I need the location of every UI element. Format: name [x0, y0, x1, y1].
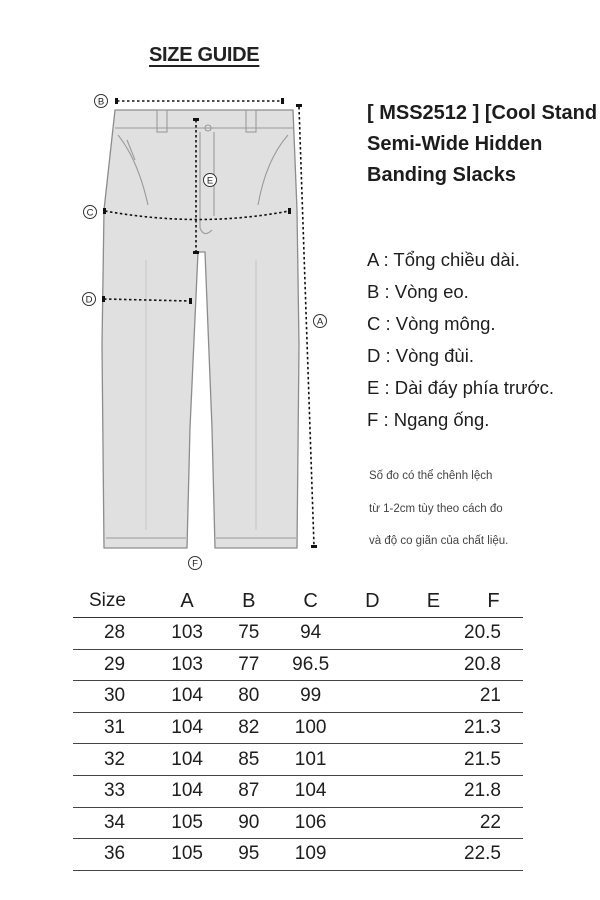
legend-item-c: C : Vòng mông.	[367, 313, 496, 334]
cell-e	[403, 712, 464, 744]
label-b-text: B	[97, 96, 105, 108]
table-row	[73, 618, 523, 650]
cell-c: 100	[279, 712, 341, 744]
cell-f: 20.5	[464, 618, 523, 650]
measurement-legend	[367, 244, 554, 436]
cell-f: 21.8	[464, 775, 523, 807]
cell-e	[403, 744, 464, 776]
cell-c: 106	[279, 807, 341, 839]
cell-f: 22	[464, 807, 523, 839]
cell-size: 36	[73, 839, 156, 871]
page-title: SIZE GUIDE	[149, 44, 260, 66]
header-c: C	[303, 589, 318, 612]
table-row	[73, 775, 523, 807]
label-d-text: D	[85, 294, 93, 306]
product-title-line-3: Banding Slacks	[367, 164, 516, 186]
cell-size: 28	[73, 618, 156, 650]
legend-item-a: A : Tổng chiều dài.	[367, 249, 520, 270]
cell-a: 104	[156, 712, 218, 744]
cell-b: 75	[218, 618, 279, 650]
cell-f: 21	[464, 681, 523, 713]
cell-a: 104	[156, 744, 218, 776]
cell-b: 85	[218, 744, 279, 776]
note-line-1: Số đo có thể chênh lệch	[369, 470, 493, 482]
cell-d	[342, 839, 403, 871]
label-f-text: F	[192, 558, 198, 570]
cell-f: 20.8	[464, 649, 523, 681]
header-d: D	[365, 589, 380, 612]
header-a: A	[180, 589, 194, 612]
cell-size: 29	[73, 649, 156, 681]
legend-item-e: E : Dài đáy phía trước.	[367, 377, 554, 398]
table-row	[73, 712, 523, 744]
cell-a: 103	[156, 649, 218, 681]
cell-f: 21.3	[464, 712, 523, 744]
cell-d	[342, 649, 403, 681]
note-line-2: từ 1-2cm tùy theo cách đo	[369, 502, 503, 515]
cell-b: 90	[218, 807, 279, 839]
measurement-note	[369, 460, 508, 558]
cell-c: 101	[279, 744, 341, 776]
cell-e	[403, 775, 464, 807]
label-c-text: C	[86, 207, 94, 219]
cell-b: 77	[218, 649, 279, 681]
cell-e	[403, 807, 464, 839]
pants-measurement-diagram	[0, 0, 360, 580]
cell-a: 104	[156, 775, 218, 807]
cell-d	[342, 775, 403, 807]
cell-c: 96.5	[279, 649, 341, 681]
cell-f: 21.5	[464, 744, 523, 776]
legend-item-d: D : Vòng đùi.	[367, 345, 474, 366]
cell-a: 105	[156, 839, 218, 871]
cell-c: 109	[279, 839, 341, 871]
cell-b: 80	[218, 681, 279, 713]
header-b: B	[242, 589, 256, 612]
product-title-line-2: Semi-Wide Hidden	[367, 133, 543, 155]
cell-d	[342, 681, 403, 713]
cell-size: 31	[73, 712, 156, 744]
cell-d	[342, 744, 403, 776]
cell-f: 22.5	[464, 839, 523, 871]
table-row	[73, 839, 523, 871]
table-row	[73, 649, 523, 681]
header-size: Size	[89, 590, 126, 611]
label-a-text: A	[316, 316, 324, 328]
table-row	[73, 681, 523, 713]
cell-c: 104	[279, 775, 341, 807]
cell-b: 82	[218, 712, 279, 744]
cell-d	[342, 618, 403, 650]
cell-b: 87	[218, 775, 279, 807]
cell-e	[403, 649, 464, 681]
cell-size: 34	[73, 807, 156, 839]
cell-d	[342, 712, 403, 744]
legend-item-b: B : Vòng eo.	[367, 281, 469, 302]
cell-c: 99	[279, 681, 341, 713]
measure-a-length-line	[299, 107, 314, 546]
cell-d	[342, 807, 403, 839]
cell-size: 32	[73, 744, 156, 776]
cell-size: 33	[73, 775, 156, 807]
size-table-header	[73, 585, 523, 618]
cell-e	[403, 839, 464, 871]
note-line-3: và độ co giãn của chất liệu.	[369, 535, 509, 547]
product-title	[367, 98, 600, 191]
table-row	[73, 744, 523, 776]
header-e: E	[426, 589, 441, 612]
cell-size: 30	[73, 681, 156, 713]
cell-e	[403, 618, 464, 650]
cell-c: 94	[279, 618, 341, 650]
cell-e	[403, 681, 464, 713]
cell-a: 105	[156, 807, 218, 839]
legend-item-f: F : Ngang ống.	[367, 409, 490, 430]
size-table	[73, 585, 523, 871]
product-title-line-1: [ MSS2512 ] [Cool Stand	[367, 102, 598, 124]
table-row	[73, 807, 523, 839]
cell-a: 103	[156, 618, 218, 650]
cell-a: 104	[156, 681, 218, 713]
label-e-text: E	[206, 175, 214, 187]
header-f: F	[487, 589, 500, 612]
cell-b: 95	[218, 839, 279, 871]
